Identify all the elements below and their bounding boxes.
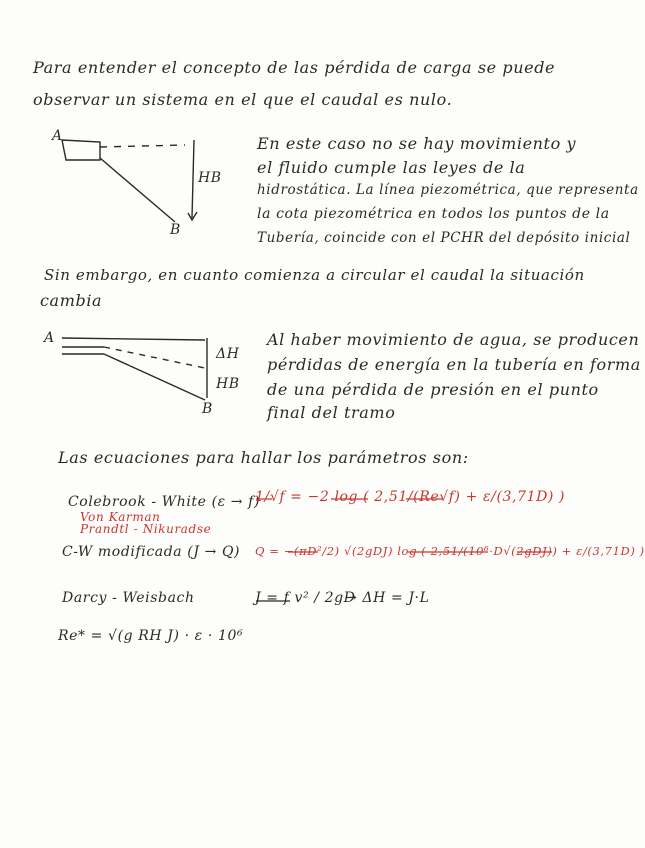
diagram1-label-b: B: [170, 222, 181, 238]
diagram2-text-2: de una pérdida de presión en el punto: [267, 380, 599, 399]
reynolds-formula: Re* = √(g RH J) · ε · 10⁶: [58, 628, 244, 644]
darcy-result: → ΔH = J·L: [345, 590, 430, 606]
diagram2-pipe: [62, 338, 207, 400]
transition-line-2: cambia: [40, 291, 103, 310]
diagram2-label-dh: ΔH: [216, 346, 240, 362]
diagram1-text-2: hidrostática. La línea piezométrica, que representa: [257, 182, 639, 198]
diagram2-label-hb: HB: [216, 376, 240, 392]
diagram2-text-0: Al haber movimiento de agua, se producen: [267, 330, 640, 349]
diagram1-label-a: A: [52, 128, 63, 144]
colebrook-formula: 1/√f = −2 log ( 2,51/(Re√f) + ε/(3,71D) ): [255, 489, 566, 505]
diagram1-reservoir: [62, 140, 197, 222]
diagram2-label-b: B: [202, 401, 213, 417]
diagram1-label-hb: HB: [198, 170, 222, 186]
equations-heading: Las ecuaciones para hallar los parámetros son:: [58, 448, 469, 467]
cw-formula: Q = −(πD²/2) √(2gDJ) log ( 2,51/(10⁶·D√(2gDJ)) + ε/(3,71D) ): [255, 544, 645, 558]
colebrook-label: Colebrook - White (ε → f): [68, 494, 261, 510]
intro-line-2: observar un sistema en el que el caudal es nulo.: [33, 90, 453, 109]
cw-label: C-W modificada (J → Q): [62, 544, 241, 560]
darcy-label: Darcy - Weisbach: [62, 590, 195, 606]
diagram1-text-4: Tubería, coincide con el PCHR del depósito inicial: [257, 230, 631, 246]
intro-line-1: Para entender el concepto de las pérdida de carga se puede: [33, 58, 556, 77]
diagram1-text-3: la cota piezométrica en todos los puntos de la: [257, 206, 610, 222]
diagram1-text-1: el fluido cumple las leyes de la: [257, 158, 526, 177]
darcy-formula: J = f v² / 2gD: [255, 590, 356, 606]
diagram1-text-0: En este caso no se hay movimiento y: [257, 134, 577, 153]
transition-line-1: Sin embargo, en cuanto comienza a circular el caudal la situación: [44, 266, 585, 284]
prandtl-label: Prandtl - Nikuradse: [80, 522, 212, 536]
von-karman-label: Von Karman: [80, 510, 161, 524]
diagram2-label-a: A: [44, 330, 55, 346]
diagram2-text-3: final del tramo: [267, 403, 396, 422]
diagram2-text-1: pérdidas de energía en la tubería en forma: [267, 355, 641, 374]
